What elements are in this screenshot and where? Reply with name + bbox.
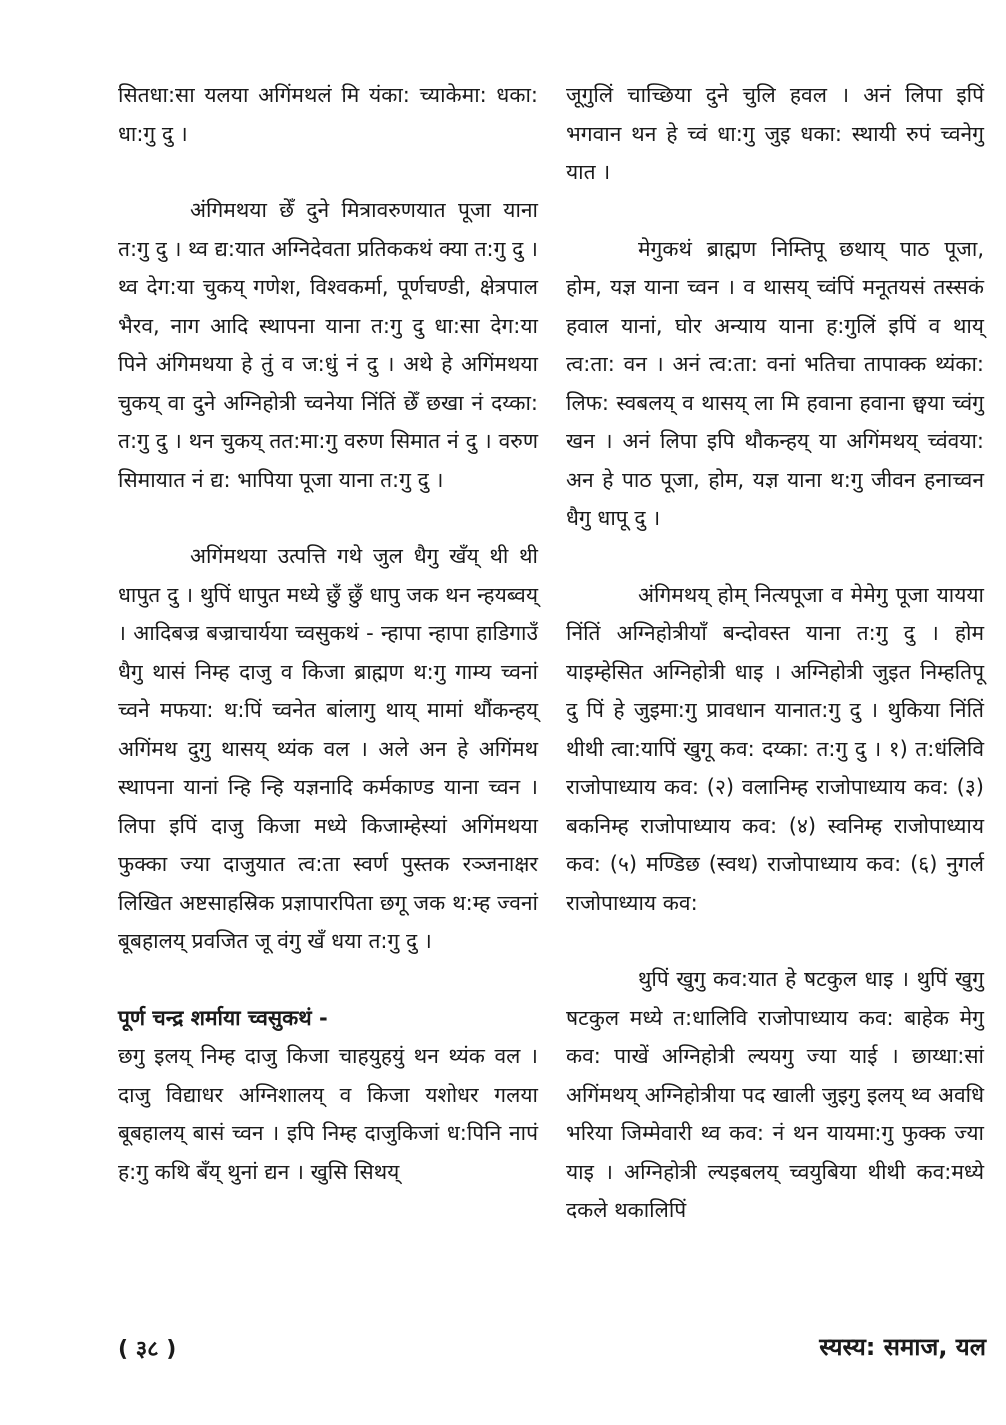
right-column <box>566 76 984 1230</box>
paragraph: मेगुकथं ब्राह्मण निम्तिपू छथाय् पाठ पूजा, होम, यज्ञ याना च्वन । व थासय् च्वंपिं मनूतयसं तस्सकं हवाल यानां, घोर अन्याय याना ह:गुलिं इपिं व थाय् त्व:ता: वन । अनं त्व:ता: वनां भतिचा तापाक्क थ्यंका: लिफ: स्वबलय् व थासय् ला मि हवाना हवाना छ्वया च्वंगु खन । अनं लिपा इपि थौकन्हय् या अगिंमथय् च्वंवया: अन हे पाठ पूजा, होम, यज्ञ याना थ:गु जीवन हनाच्वन धैगु धापू दु । <box>566 236 984 530</box>
paragraph: छगु इलय् निम्ह दाजु किजा चाहयुहयुं थन थ्यंक वल । दाजु विद्याधर अग्निशालय् व किजा यशोधर गलया बूबहालय् बासं च्वन । इपि निम्ह दाजुकिजां ध:पिनि नापं ह:गु कथि बँय् थुनां द्यन । खुसि सिथय् <box>118 1044 538 1184</box>
paragraph: अंगिमथया छेँ दुने मित्रावरुणयात पूजा याना त:गु दु । थ्व द्य:यात अग्निदेवता प्रतिककथं क्या त:गु दु । थ्व देग:या चुकय् गणेश, विश्वकर्मा, पूर्णचण्डी, क्षेत्रपाल भैरव, नाग आदि स्थापना याना त:गु दु धा:सा देग:या पिने अंगिमथया हे तुं व ज:धुं नं दु । अथे हे अगिंमथया चुकय् वा दुने अग्निहोत्री च्वनेया निंतिं छेँ छखा नं दय्का: त:गु दु । थन चुकय् तत:मा:गु वरुण सिमात नं दु । वरुण सिमायात नं द्य: भापिया पूजा याना त:गु दु । <box>118 198 538 492</box>
left-column <box>118 76 538 1191</box>
paragraph: अंगिमथय् होम् नित्यपूजा व मेमेगु पूजा यायया निंतिं अग्निहोत्रीयाँ बन्दोवस्त याना त:गु दु । होम याइम्हेसित अग्निहोत्री धाइ । अग्निहोत्री जुइत निम्हतिपू दु पिं हे जुइमा:गु प्रावधान यानात:गु दु । थुकिया निंतिं थीथी त्वा:यापिं खुगू कव: दय्का: त:गु दु । १) त:धंलिवि राजोपाध्याय कव: (२) वलानिम्ह राजोपाध्याय कव: (३) बकनिम्ह राजोपाध्याय कव: (४) स्वनिम्ह राजोपाध्याय कव: (५) मण्डिछ (स्वथ) राजोपाध्याय कव: (६) नुगर्ल राजोपाध्याय कव: <box>566 582 984 915</box>
paragraph: सितधा:सा यलया अगिंमथलं मि यंका: च्याकेमा: धका: धा:गु दु । <box>118 83 538 146</box>
section-heading: पूर्ण चन्द्र शर्माया च्वसुकथं - <box>118 1005 328 1030</box>
paragraph: अगिंमथया उत्पत्ति गथे जुल धैगु खँय् थी थी धापुत दु । थुपिं धापुत मध्ये छुँ छुँ धापु जक थन न्हयब्वय् । आदिबज्र बज्राचार्यया च्वसुकथं - न्हापा न्हापा हाडिगाउँ धैगु थासं निम्ह दाजु व किजा ब्राह्मण थ:गु गाम्य च्वनां च्वने मफया: थ:पिं च्वनेत बांलागु थाय् मामां थौंकन्हय् अगिंमथ दुगु थासय् थ्यंक वल । अले अन हे अगिंमथ स्थापना यानां न्हि न्हि यज्ञनादि कर्मकाण्ड याना च्वन । लिपा इपिं दाजु किजा मध्ये किजाम्हेस्यां अगिंमथया फुक्का ज्या दाजुयात त्व:ता स्वर्ण पुस्तक रञ्जनाक्षर लिखित अष्टसाहस्रिक प्रज्ञापारपिता छगू जक थ:म्ह ज्वनां बूबहालय् प्रवजित जू वंगु खँ धया त:गु दु । <box>118 544 538 953</box>
paragraph: जूगुलिं चाच्छिया दुने चुलि हवल । अनं लिपा इपिं भगवान थन हे च्वं धा:गु जुइ धका: स्थायी रुपं च्वनेगु यात । <box>566 83 984 184</box>
paragraph: थुपिं खुगु कव:यात हे षटकुल धाइ । थुपिं खुगु षटकुल मध्ये त:धालिवि राजोपाध्याय कव: बाहेक मेगु कव: पाखें अग्निहोत्री ल्ययगु ज्या याई । छाय्धा:सां अगिंमथय् अग्निहोत्रीया पद खाली जुइगु इलय् थ्व अवधि भरिया जिम्मेवारी थ्व कव: नं थन यायमा:गु फुक्क ज्या याइ । अग्निहोत्री ल्यइबलय् च्वयुबिया थीथी कव:मध्ये दकले थकालिपिं <box>566 967 984 1222</box>
publication-title: स्यस्य: समाज, यल <box>819 1333 986 1361</box>
page-number: ( ३८ ) <box>118 1337 177 1362</box>
